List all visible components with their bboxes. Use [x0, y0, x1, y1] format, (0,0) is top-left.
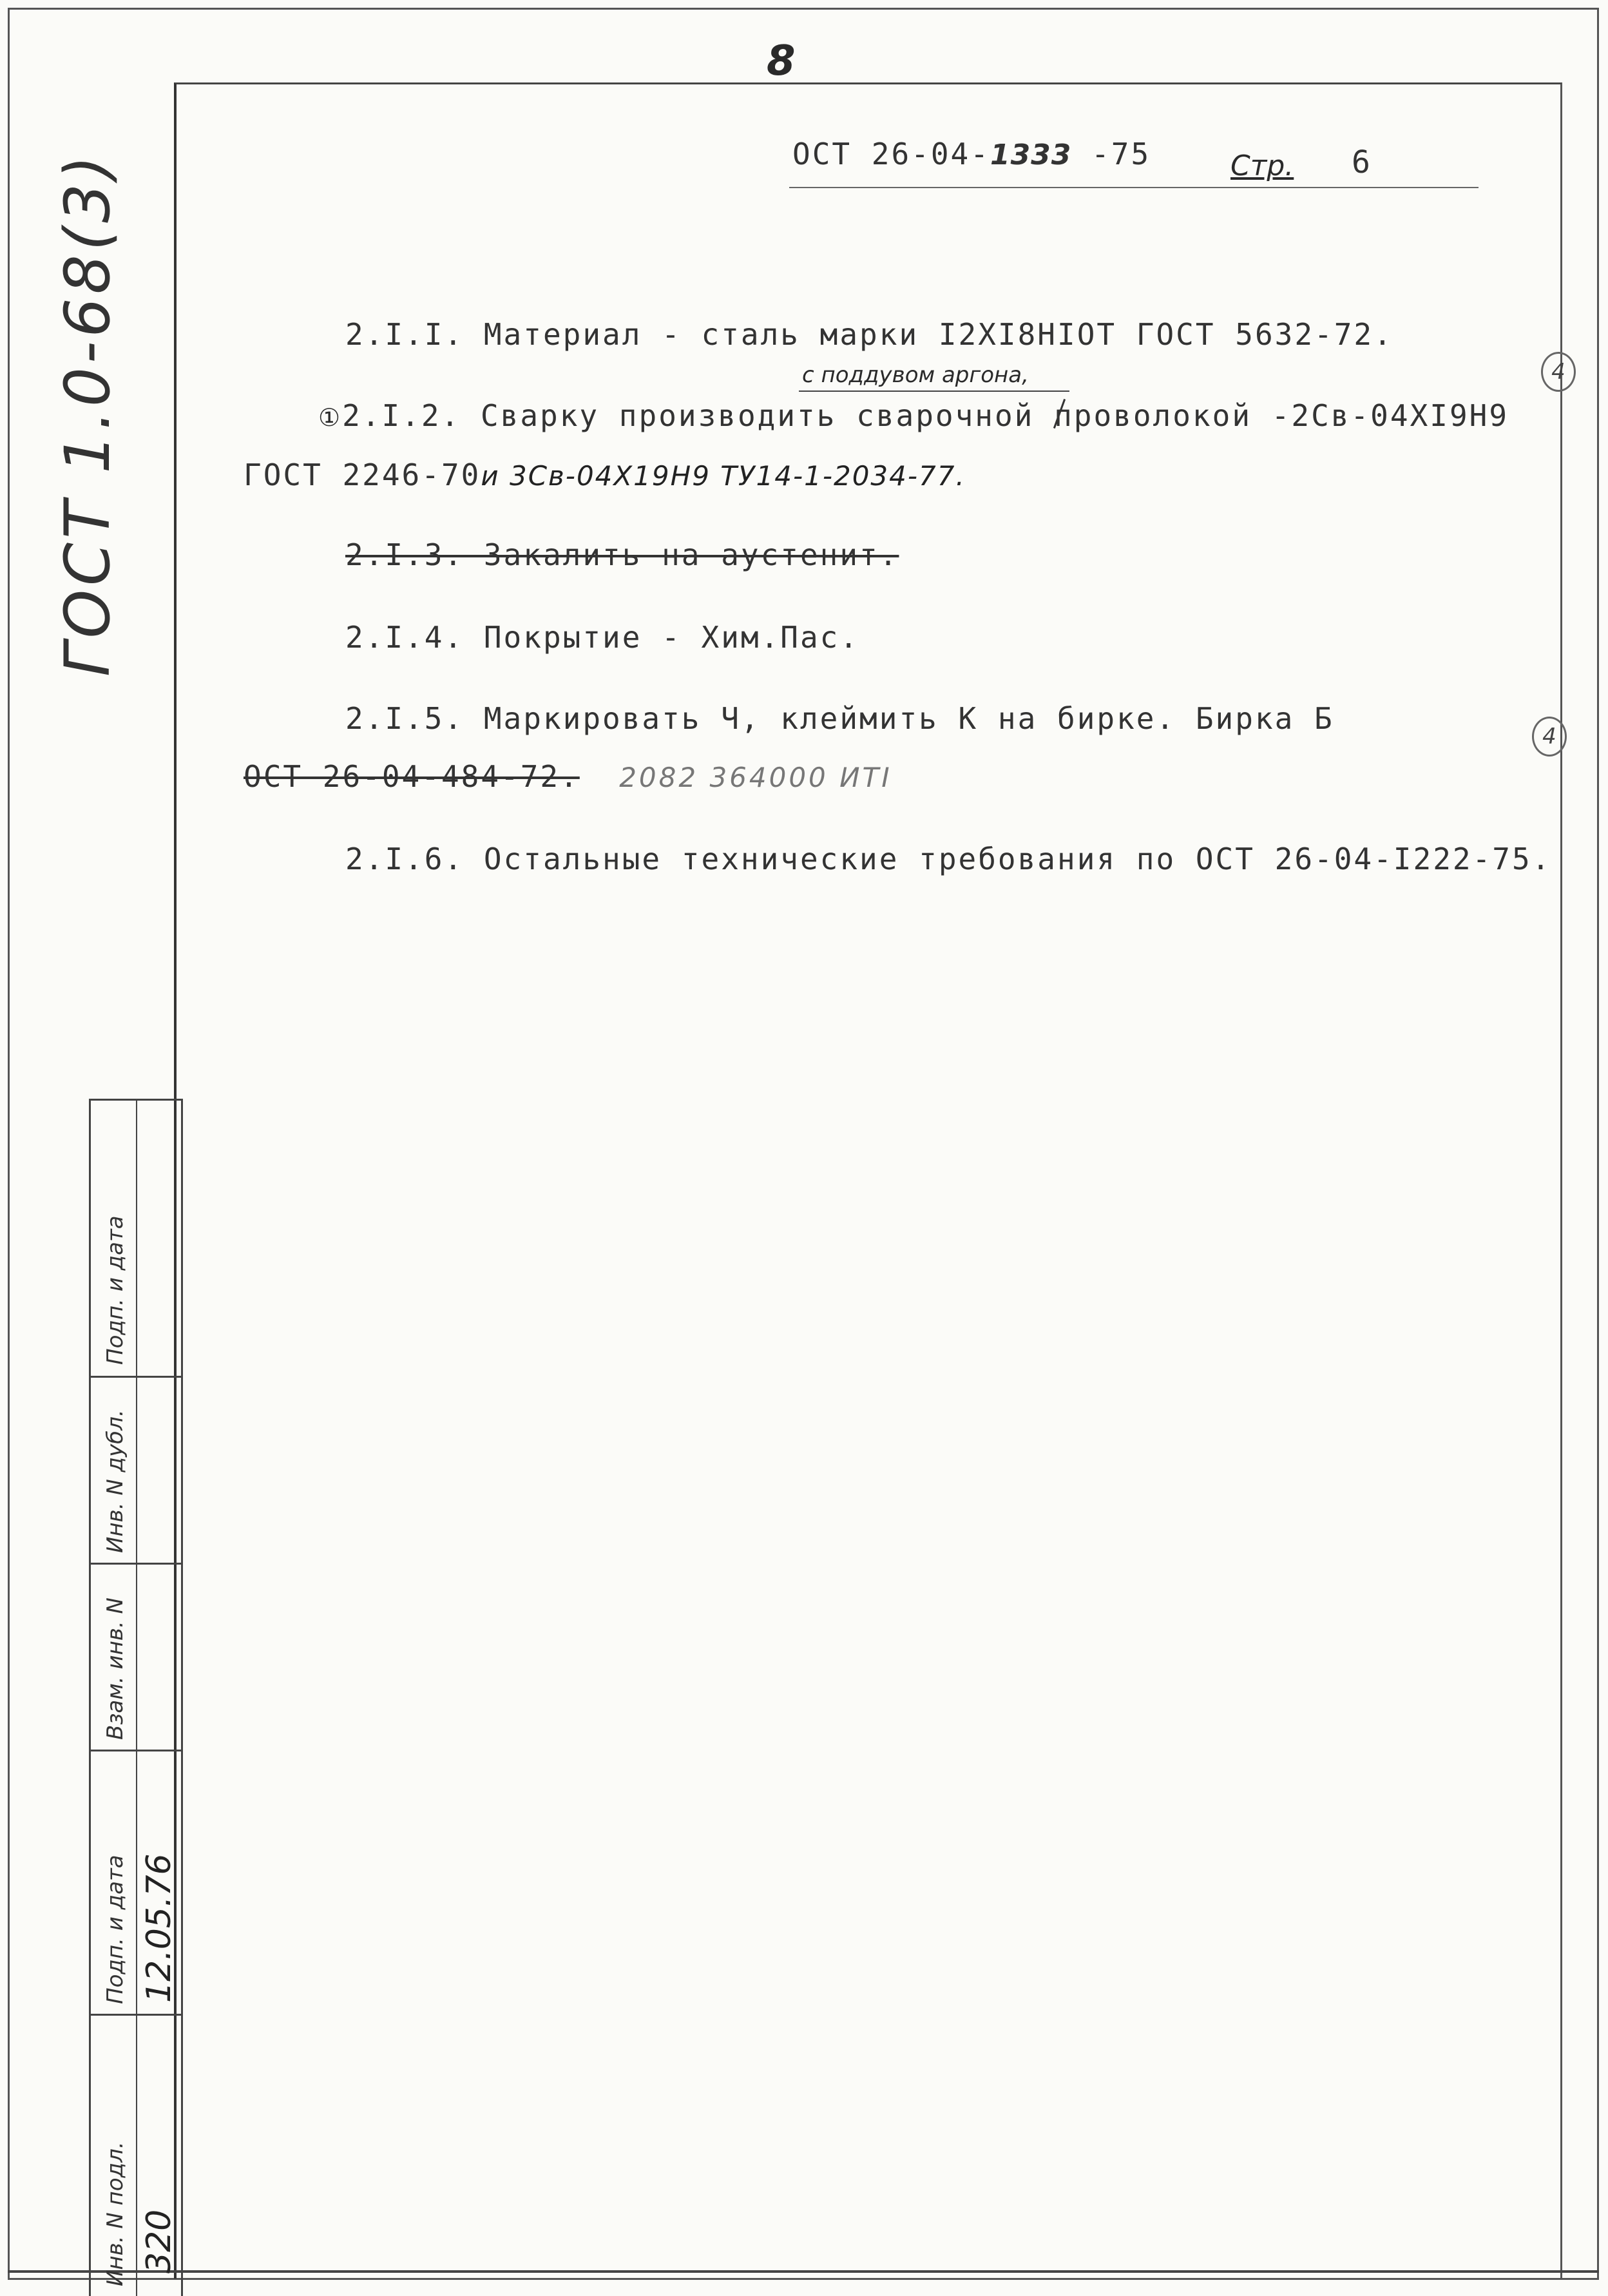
title-block [89, 1099, 183, 2296]
paragraph-2-1-1: 2.I.I. Материал - сталь марки I2XI8HIOT ГОСТ 5632-72. [345, 317, 1393, 352]
document-code [792, 137, 1151, 171]
paragraph-2-1-3-struck: 2.I.3. Закалить на аустенит. [345, 537, 899, 572]
paragraph-2-1-5-struck: ОСТ 26-04-484-72. [244, 759, 580, 794]
paragraph-2-1-2-typed: ГОСТ 2246-70 [244, 458, 481, 492]
bottom-rule [8, 2270, 1599, 2273]
title-cell-podp-data-1 [91, 1099, 181, 1376]
paragraph-2-1-2-line1: 2.I.2. Сварку производить сварочной проволокой -2Св-04XI9H9 [342, 398, 1509, 433]
insert-note: с поддувом аргона, [802, 362, 1029, 388]
label-inv-dubl: Инв. N дубл. [102, 1409, 128, 1553]
paragraph-2-1-2-handwritten: и 3Св-04Х19Н9 ТУ14-1-2034-77. [481, 460, 966, 492]
title-cell-inv-podl [91, 2014, 181, 2296]
title-cell-vzam-inv [91, 1563, 181, 1750]
label-inv-podl: Инв. N подл. [102, 2141, 128, 2286]
sheet-number: 8 [767, 37, 796, 85]
insert-note-underline [799, 391, 1069, 392]
label-vzam-inv: Взам. инв. N [102, 1597, 128, 1740]
header-underline [789, 187, 1479, 188]
side-stamp: ГОСТ 1.0-68(3) [52, 151, 124, 677]
title-cell-inv-dubl [91, 1376, 181, 1563]
doc-code-prefix: ОСТ 26-04- [792, 137, 990, 171]
paragraph-2-1-5-line1: 2.I.5. Маркировать Ч, клеймить К на бирке. Бирка Б [345, 701, 1334, 736]
change-mark-2: 4 [1532, 717, 1567, 757]
paragraph-2-1-2-line2 [244, 458, 966, 492]
paragraph-2-1-2 [318, 398, 1509, 433]
doc-code-suffix: -75 [1071, 137, 1151, 171]
doc-code-number: 1333 [990, 139, 1072, 171]
paragraph-2-1-4: 2.I.4. Покрытие - Хим.Пас. [345, 620, 860, 655]
paragraph-2-1-6: 2.I.6. Остальные технические требования по ОСТ 26-04-I222-75. [345, 842, 1552, 876]
label-podp-data-2: Подп. и дата [102, 1855, 128, 2004]
paragraph-2-1-5-line2 [244, 759, 892, 794]
title-cell-podp-data-2 [91, 1750, 181, 2014]
change-marker: ① [318, 403, 343, 432]
paragraph-2-1-5-handwritten: 2082 364000 ИТI [619, 762, 892, 793]
page-number: 6 [1352, 144, 1372, 180]
page-label: Стр. [1230, 150, 1294, 182]
value-inv-podl: 320 [140, 2209, 178, 2273]
change-mark-1: 4 [1541, 352, 1576, 392]
value-podp-data-2: 12.05.76 [140, 1853, 178, 2003]
label-podp-data-1: Подп. и дата [102, 1215, 128, 1365]
